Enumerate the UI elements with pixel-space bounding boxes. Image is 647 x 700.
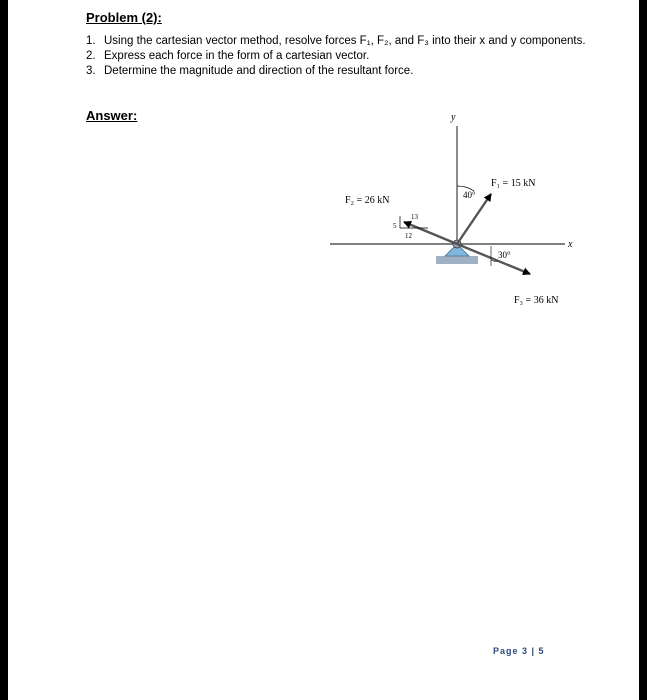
angle-f1-label: 40° bbox=[463, 190, 476, 200]
slope-vert-label: 5 bbox=[393, 222, 397, 230]
answer-label: Answer: bbox=[86, 108, 138, 123]
force-f2-label: F₂ = 26 kN bbox=[345, 195, 390, 206]
x-axis-label: x bbox=[568, 239, 573, 250]
problem-title: Problem (2): bbox=[86, 10, 162, 25]
force-f3-label: F₃ = 36 kN bbox=[514, 295, 559, 306]
item-number: 3. bbox=[86, 65, 96, 77]
item-number: 2. bbox=[86, 50, 96, 62]
force-f1-arrow bbox=[457, 194, 491, 244]
slope-hyp-label: 13 bbox=[411, 213, 418, 221]
y-axis-label: y bbox=[451, 112, 456, 123]
item-number: 1. bbox=[86, 35, 96, 47]
item-text: Express each force in the form of a cartesian vector. bbox=[104, 50, 370, 62]
force-f1-label: F₁ = 15 kN bbox=[491, 178, 536, 189]
page-number: Page 3 | 5 bbox=[493, 646, 545, 656]
item-text: Determine the magnitude and direction of the resultant force. bbox=[104, 65, 414, 77]
slope-horiz-label: 12 bbox=[405, 232, 412, 240]
angle-f3-label: 30° bbox=[498, 250, 511, 260]
ground-hatch bbox=[436, 256, 478, 264]
item-text: Using the cartesian vector method, resolve forces F₁, F₂, and F₃ into their x and y components. bbox=[104, 35, 586, 47]
